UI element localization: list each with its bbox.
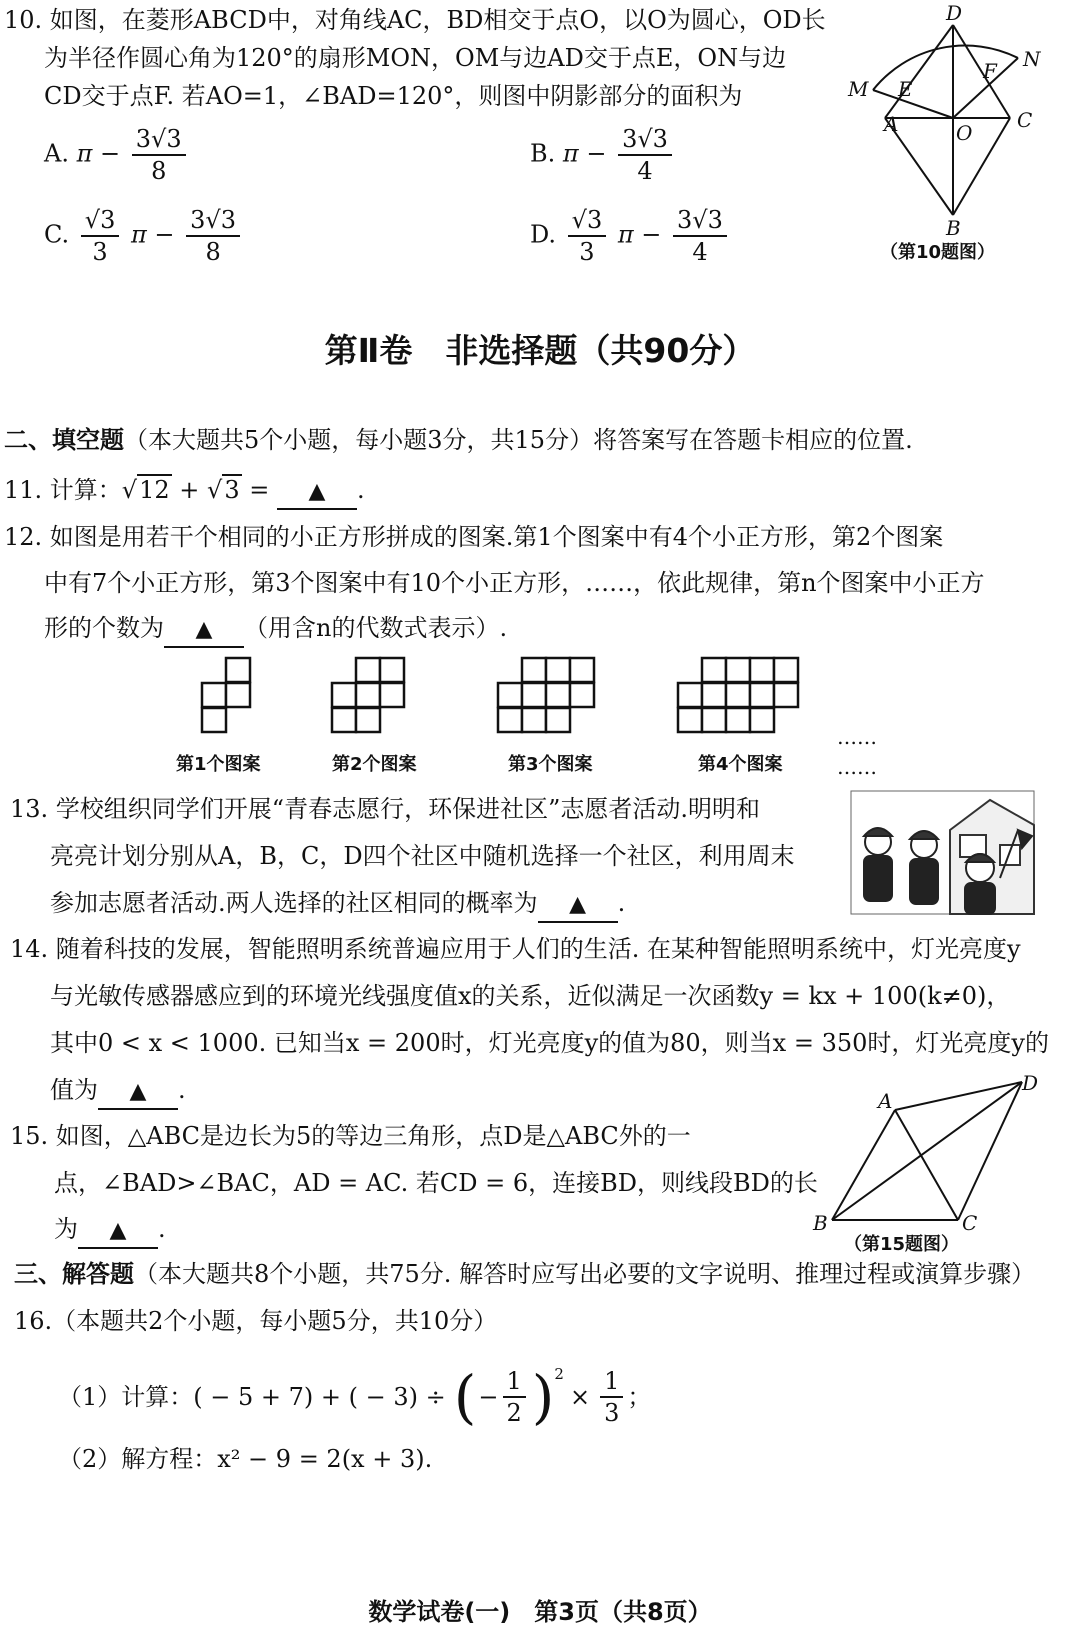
label-o: O: [956, 121, 973, 145]
pattern-3: [498, 658, 594, 732]
fraction: [568, 205, 607, 267]
pi-symbol: π: [76, 139, 93, 168]
q14-line-2: 与光敏传感器感应到的环境光线强度值x的关系，近似满足一次函数y = kx + 100(k≠0)，: [50, 982, 1011, 1010]
denominator: 3: [604, 1399, 620, 1427]
label-b: B: [946, 216, 961, 240]
fraction-half: [503, 1366, 526, 1428]
q10-line-1: 10. 如图，在菱形ABCD中，对角线AC，BD相交于点O，以O为圆心，OD长: [4, 6, 826, 34]
q10-option-a: [44, 124, 190, 186]
pi-symbol: π: [130, 220, 147, 249]
numerator: 3√3: [618, 124, 672, 156]
q16-part-1: [58, 1362, 651, 1432]
segment-cd: [958, 1082, 1022, 1220]
answer-blank[interactable]: ▲: [538, 889, 618, 923]
option-letter: C.: [44, 220, 70, 249]
pattern-3-caption: 第3个图案: [508, 754, 593, 775]
pattern-4: [678, 658, 798, 732]
fraction: [673, 205, 727, 267]
answer-blank[interactable]: ▲: [164, 614, 244, 648]
numerator: √3: [568, 205, 607, 237]
fraction: [81, 205, 120, 267]
q14-line-4: [50, 1074, 186, 1110]
option-letter: A.: [44, 139, 69, 168]
option-letter: D.: [530, 220, 557, 249]
q15-figure-caption: （第15题图）: [844, 1234, 960, 1255]
side-cd: [953, 25, 1010, 118]
side-ad: [885, 25, 953, 118]
pattern-1-caption: 第1个图案: [176, 754, 261, 775]
q15-line-3-pre: 为: [54, 1215, 78, 1243]
q12-line-2: 中有7个小正方形，第3个图案中有10个小正方形，……，依此规律，第n个图案中小正方: [44, 569, 985, 597]
left-paren: (: [453, 1363, 477, 1431]
numerator: √3: [81, 205, 120, 237]
q14-line-1: 14. 随着科技的发展，智能照明系统普遍应用于人们的生活. 在某种智能照明系统中，灯光亮度y: [10, 935, 1021, 963]
q11-end: .: [357, 476, 365, 504]
numerator: 1: [503, 1366, 526, 1398]
page-footer: 数学试卷(一) 第3页（共8页）: [368, 1598, 712, 1626]
pi-symbol: π: [617, 220, 634, 249]
label-n: N: [1023, 47, 1041, 71]
minus-sign: −: [478, 1383, 499, 1411]
section-2-heading: 二、填空题: [4, 426, 124, 454]
q12-line-3: [44, 612, 507, 648]
q12-line-3-post: （用含n的代数式表示）.: [244, 614, 508, 642]
q13-end: .: [617, 889, 626, 917]
fraction: [186, 205, 240, 267]
q15-figure: [810, 1070, 1050, 1240]
denominator: 3: [92, 238, 108, 266]
q10-option-c: [44, 205, 244, 267]
pattern-4-caption: 第4个图案: [698, 754, 783, 775]
pattern-dots-bottom: ……: [837, 755, 877, 779]
option-letter: B.: [530, 139, 556, 168]
label-a: A: [884, 112, 899, 136]
label-c: C: [1017, 108, 1033, 132]
label-f: F: [983, 59, 997, 83]
denominator: 2: [506, 1399, 522, 1427]
q10-option-d: [530, 205, 731, 267]
pattern-1: [202, 658, 250, 732]
pi-symbol: π: [562, 139, 579, 168]
denominator: 3: [579, 238, 595, 266]
answer-blank[interactable]: ▲: [98, 1076, 178, 1110]
numerator: 3√3: [132, 124, 186, 156]
denominator: 4: [692, 238, 708, 266]
right-paren: ): [531, 1363, 555, 1431]
q13-line-3: [50, 887, 625, 923]
q11-prefix: 11. 计算：: [4, 476, 122, 504]
q13-line-1: 13. 学校组织同学们开展“青春志愿行，环保进社区”志愿者活动.明明和: [10, 795, 760, 823]
label-d: D: [1022, 1071, 1039, 1095]
section-2-header: [4, 424, 913, 456]
q13-line-3-pre: 参加志愿者活动.两人选择的社区相同的概率为: [50, 889, 538, 917]
q14-end: .: [178, 1076, 186, 1104]
section-3-header: [14, 1258, 1035, 1290]
denominator: 4: [637, 157, 653, 185]
answer-blank[interactable]: ▲: [78, 1215, 158, 1249]
q12-line-3-pre: 形的个数为: [44, 614, 164, 642]
label-m: M: [848, 77, 869, 101]
q15-line-1: 15. 如图，△ABC是边长为5的等边三角形，点D是△ABC外的一: [10, 1122, 691, 1150]
denominator: 8: [205, 238, 221, 266]
denominator: 8: [151, 157, 167, 185]
numerator: 1: [600, 1366, 623, 1398]
q12-patterns: [190, 650, 890, 740]
pattern-2: [332, 658, 404, 732]
q14-line-3: 其中0 < x < 1000. 已知当x = 200时，灯光亮度y的值为80，则当x = 350时，灯光亮度y的: [50, 1029, 1049, 1057]
radicand: 3: [224, 476, 240, 504]
side-ac: [895, 1110, 958, 1220]
label-c: C: [962, 1211, 978, 1235]
q14-line-4-pre: 值为: [50, 1076, 98, 1104]
minus-sign: −: [641, 220, 662, 249]
pattern-dots-top: ……: [837, 725, 877, 749]
q16-part-1-pre: （1）计算：( − 5 + 7) + ( − 3) ÷: [58, 1383, 446, 1411]
q15-end: .: [158, 1215, 166, 1243]
sqrt-3: √3: [207, 476, 240, 504]
q10-option-b: [530, 124, 676, 186]
label-d: D: [946, 1, 963, 25]
fraction: [618, 124, 672, 186]
q10-line-2: 为半径作圆心角为120°的扇形MON，OM与边AD交于点E，ON与边: [44, 44, 787, 72]
label-e: E: [898, 77, 913, 101]
pattern-2-caption: 第2个图案: [332, 754, 417, 775]
q16-part-2: （2）解方程：x² − 9 = 2(x + 3).: [58, 1445, 433, 1473]
numerator: 3√3: [186, 205, 240, 237]
q10-figure: [840, 0, 1060, 270]
minus-sign: −: [100, 139, 121, 168]
q10-line-3: CD交于点F. 若AO=1，∠BAD=120°，则图中阴影部分的面积为: [44, 82, 743, 110]
q16-part-1-end: ；: [627, 1383, 652, 1411]
numerator: 3√3: [673, 205, 727, 237]
q15-line-2: 点，∠BAD>∠BAC，AD = AC. 若CD = 6，连接BD，则线段BD的长: [54, 1169, 818, 1197]
q10-figure-caption: （第10题图）: [880, 242, 996, 263]
section-3-desc: （本大题共8个小题，共75分. 解答时应写出必要的文字说明、推理过程或演算步骤）: [134, 1260, 1036, 1288]
minus-sign: −: [586, 139, 607, 168]
radicand: 12: [139, 476, 170, 504]
fraction-third: [600, 1366, 623, 1428]
volunteer-illustration: [850, 790, 1035, 915]
plus-sign: +: [179, 476, 200, 504]
fraction: [132, 124, 186, 186]
q15-line-3: [54, 1213, 166, 1249]
minus-sign: −: [154, 220, 175, 249]
part-2-title: 第Ⅱ卷 非选择题（共90分）: [324, 331, 756, 370]
times-sign: ×: [569, 1383, 591, 1411]
q11: [4, 474, 365, 510]
exponent: 2: [554, 1365, 564, 1383]
sqrt-12: √12: [121, 476, 170, 504]
answer-blank[interactable]: ▲: [277, 476, 357, 510]
q16-line-1: 16.（本题共2个小题，每小题5分，共10分）: [14, 1307, 498, 1335]
section-2-desc: （本大题共5个小题，每小题3分，共15分）将答案写在答题卡相应的位置.: [124, 426, 913, 454]
q12-line-1: 12. 如图是用若干个相同的小正方形拼成的图案.第1个图案中有4个小正方形，第2个图案: [4, 523, 944, 551]
label-b: B: [813, 1211, 828, 1235]
side-ab: [832, 1110, 895, 1220]
q13-line-2: 亮亮计划分别从A，B，C，D四个社区中随机选择一个社区，利用周末: [50, 842, 795, 870]
equals-sign: =: [249, 476, 270, 504]
section-3-heading: 三、解答题: [14, 1260, 134, 1288]
label-a: A: [878, 1089, 893, 1113]
